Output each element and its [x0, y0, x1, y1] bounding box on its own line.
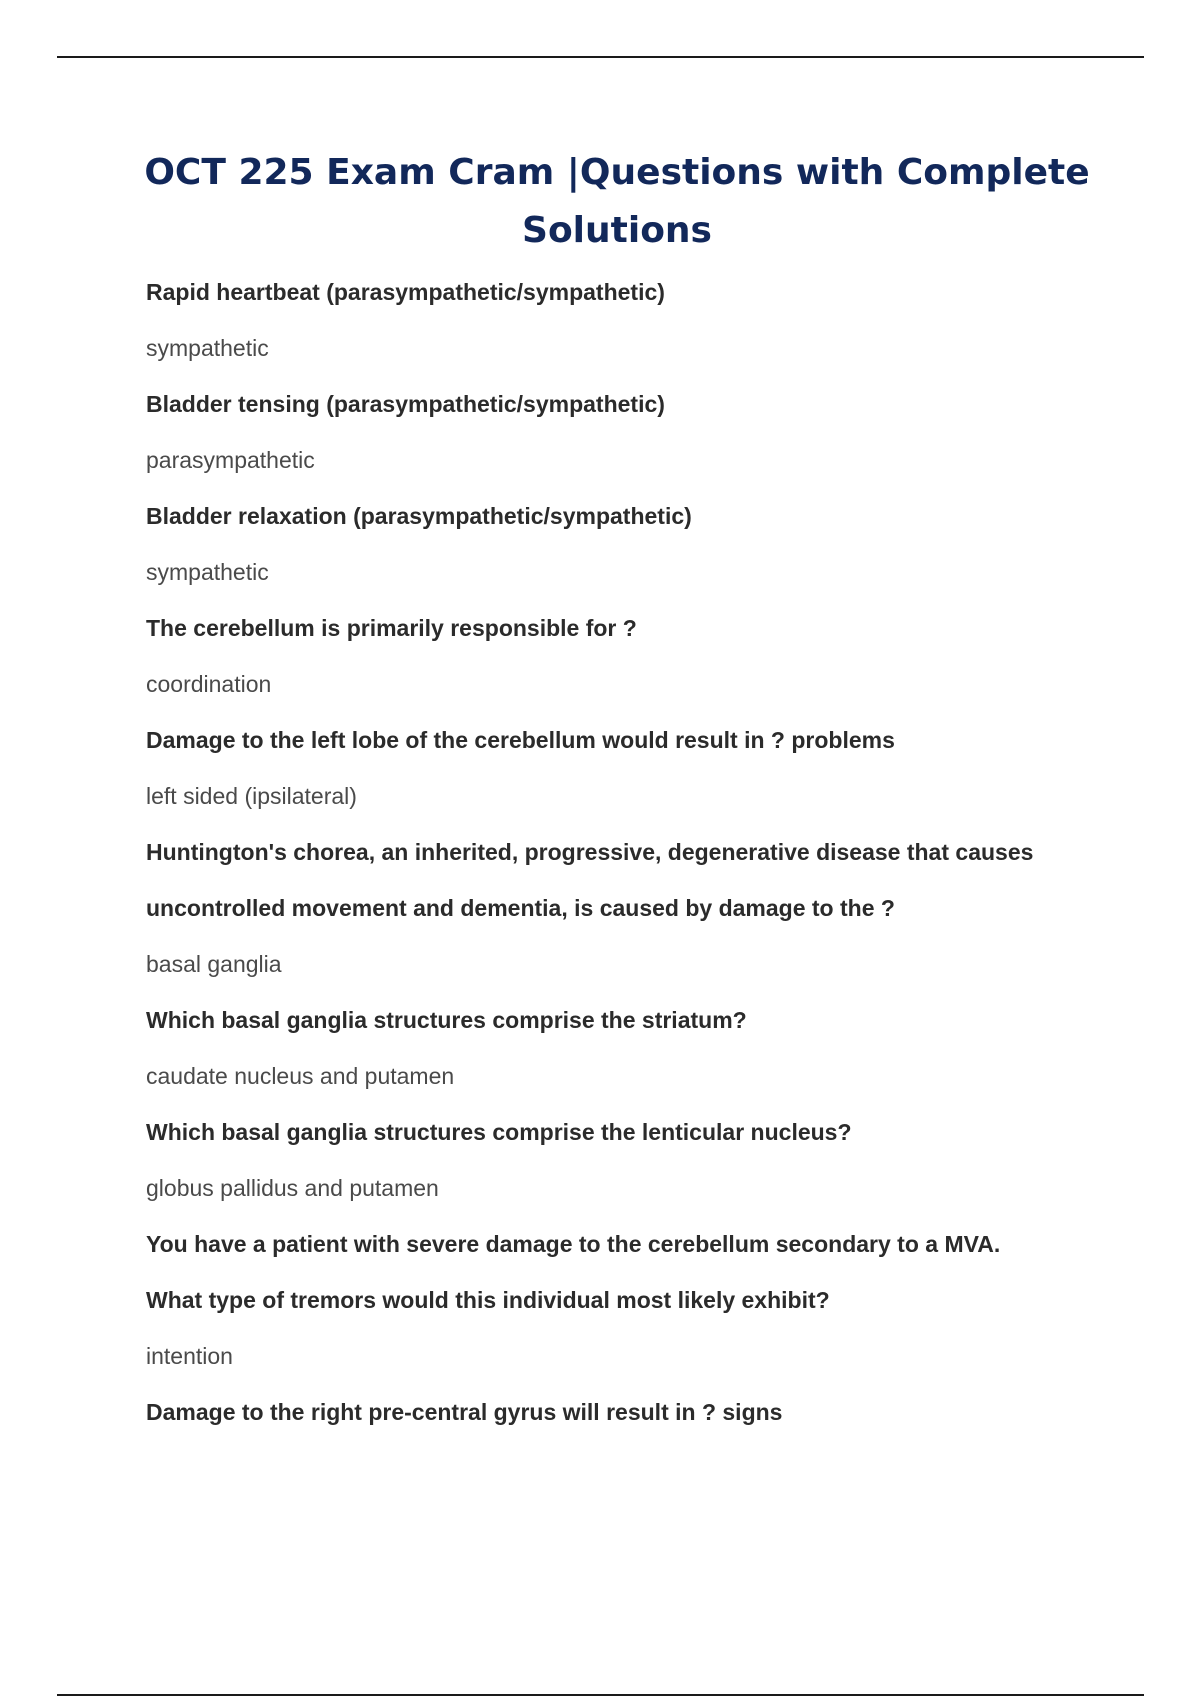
answer-6: basal ganglia: [146, 951, 282, 977]
answer-1: sympathetic: [146, 335, 269, 361]
question-5: Damage to the left lobe of the cerebellum would result in ? problems: [146, 727, 895, 753]
question-3: Bladder relaxation (parasympathetic/sympathetic): [146, 503, 692, 529]
document-title: [100, 144, 1134, 260]
answer-9: intention: [146, 1343, 233, 1369]
qa-list: [146, 264, 1106, 1440]
header-rule: [57, 56, 1144, 58]
answer-3: sympathetic: [146, 559, 269, 585]
title-line-2: Solutions: [522, 210, 712, 251]
title-line-1: OCT 225 Exam Cram |Questions with Complete: [144, 152, 1090, 193]
answer-4: coordination: [146, 671, 272, 697]
answer-7: caudate nucleus and putamen: [146, 1063, 455, 1089]
question-9-line-2: What type of tremors would this individual most likely exhibit?: [146, 1287, 830, 1313]
question-6-line-2: uncontrolled movement and dementia, is caused by damage to the ?: [146, 895, 895, 921]
question-4: The cerebellum is primarily responsible for ?: [146, 615, 637, 641]
question-1: Rapid heartbeat (parasympathetic/sympathetic): [146, 279, 665, 305]
question-9-line-1: You have a patient with severe damage to the cerebellum secondary to a MVA.: [146, 1231, 1001, 1257]
question-7: Which basal ganglia structures comprise the striatum?: [146, 1007, 747, 1033]
question-10: Damage to the right pre-central gyrus will result in ? signs: [146, 1399, 783, 1425]
answer-8: globus pallidus and putamen: [146, 1175, 439, 1201]
answer-2: parasympathetic: [146, 447, 315, 473]
answer-5: left sided (ipsilateral): [146, 783, 357, 809]
question-6-line-1: Huntington's chorea, an inherited, progressive, degenerative disease that causes: [146, 839, 1034, 865]
question-2: Bladder tensing (parasympathetic/sympathetic): [146, 391, 665, 417]
footer-rule: [57, 1694, 1144, 1696]
question-8: Which basal ganglia structures comprise the lenticular nucleus?: [146, 1119, 852, 1145]
